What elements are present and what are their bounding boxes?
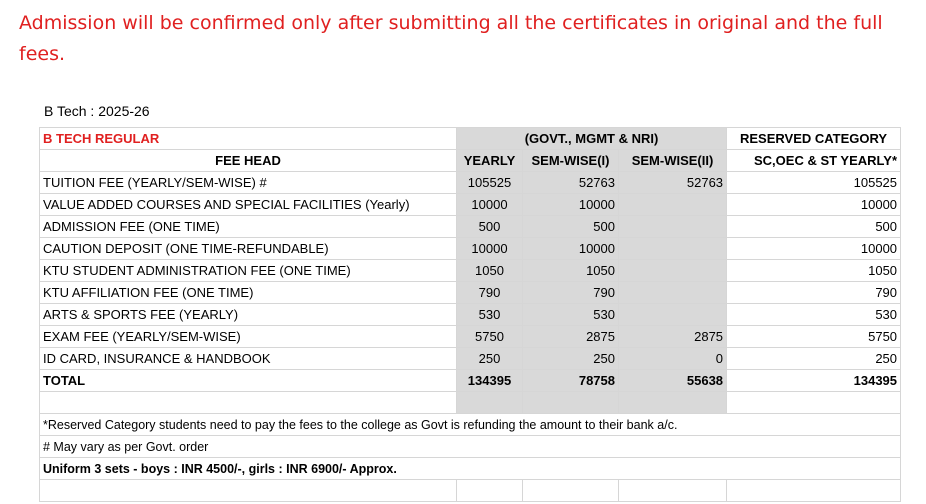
spacer-cell [457, 480, 523, 502]
sem2-cell: 0 [619, 348, 727, 370]
fee-row [40, 194, 901, 216]
fee-head-cell: ID CARD, INSURANCE & HANDBOOK [40, 348, 457, 370]
fee-head-cell: CAUTION DEPOSIT (ONE TIME-REFUNDABLE) [40, 238, 457, 260]
govt-order-note: # May vary as per Govt. order [40, 436, 901, 458]
uniform-note: Uniform 3 sets - boys : INR 4500/-, girls : INR 6900/- Approx. [40, 458, 901, 480]
yearly-cell: 790 [457, 282, 523, 304]
sem1-cell: 10000 [523, 194, 619, 216]
col-sem2-header: SEM-WISE(II) [619, 150, 727, 172]
table-header-row-1 [40, 128, 901, 150]
yearly-cell: 5750 [457, 326, 523, 348]
sem2-cell: 2875 [619, 326, 727, 348]
fee-structure-table [39, 127, 901, 502]
yearly-cell: 10000 [457, 194, 523, 216]
reserved-cell: 105525 [727, 172, 901, 194]
yearly-cell: 500 [457, 216, 523, 238]
sem2-cell [619, 238, 727, 260]
sem2-cell [619, 282, 727, 304]
fee-row [40, 348, 901, 370]
col-sem1-header: SEM-WISE(I) [523, 150, 619, 172]
section-title: B TECH REGULAR [40, 128, 457, 150]
fee-row [40, 260, 901, 282]
spacer-cell [457, 392, 523, 414]
reserved-category-header: RESERVED CATEGORY [727, 128, 901, 150]
reserved-category-note: *Reserved Category students need to pay the fees to the college as Govt is refunding the amount to their bank a/c. [40, 414, 901, 436]
total-sem1: 78758 [523, 370, 619, 392]
sem1-cell: 2875 [523, 326, 619, 348]
sem2-cell [619, 304, 727, 326]
total-reserved: 134395 [727, 370, 901, 392]
spacer-row [40, 480, 901, 502]
course-year-caption: B Tech : 2025-26 [44, 103, 150, 119]
fee-head-label: FEE HEAD [40, 150, 457, 172]
reserved-cell: 10000 [727, 194, 901, 216]
fee-head-cell: KTU STUDENT ADMINISTRATION FEE (ONE TIME) [40, 260, 457, 282]
table-header-row-2 [40, 150, 901, 172]
sem2-cell [619, 216, 727, 238]
total-row [40, 370, 901, 392]
reserved-cell: 1050 [727, 260, 901, 282]
reserved-cell: 530 [727, 304, 901, 326]
spacer-row [40, 392, 901, 414]
note-row [40, 458, 901, 480]
yearly-cell: 10000 [457, 238, 523, 260]
spacer-cell [40, 392, 457, 414]
col-yearly-header: YEARLY [457, 150, 523, 172]
col-reserved-header: SC,OEC & ST YEARLY* [727, 150, 901, 172]
fee-head-cell: EXAM FEE (YEARLY/SEM-WISE) [40, 326, 457, 348]
fee-head-cell: ARTS & SPORTS FEE (YEARLY) [40, 304, 457, 326]
reserved-cell: 500 [727, 216, 901, 238]
fee-head-cell: VALUE ADDED COURSES AND SPECIAL FACILITIES (Yearly) [40, 194, 457, 216]
note-row [40, 436, 901, 458]
total-sem2: 55638 [619, 370, 727, 392]
sem2-cell [619, 194, 727, 216]
reserved-cell: 5750 [727, 326, 901, 348]
spacer-cell [523, 392, 619, 414]
note-row [40, 414, 901, 436]
reserved-cell: 10000 [727, 238, 901, 260]
reserved-cell: 790 [727, 282, 901, 304]
sem1-cell: 530 [523, 304, 619, 326]
fee-row [40, 326, 901, 348]
fee-row [40, 172, 901, 194]
spacer-cell [727, 392, 901, 414]
spacer-cell [619, 392, 727, 414]
fee-head-cell: TUITION FEE (YEARLY/SEM-WISE) # [40, 172, 457, 194]
sem1-cell: 790 [523, 282, 619, 304]
fee-head-cell: KTU AFFILIATION FEE (ONE TIME) [40, 282, 457, 304]
sem1-cell: 500 [523, 216, 619, 238]
spacer-cell [727, 480, 901, 502]
total-label: TOTAL [40, 370, 457, 392]
sem2-cell: 52763 [619, 172, 727, 194]
fee-row [40, 216, 901, 238]
spacer-cell [619, 480, 727, 502]
sem1-cell: 1050 [523, 260, 619, 282]
yearly-cell: 1050 [457, 260, 523, 282]
total-yearly: 134395 [457, 370, 523, 392]
sem2-cell [619, 260, 727, 282]
fee-row [40, 282, 901, 304]
yearly-cell: 250 [457, 348, 523, 370]
admission-notice: Admission will be confirmed only after submitting all the certificates in original and the full fees. [19, 12, 883, 65]
sem1-cell: 250 [523, 348, 619, 370]
sem1-cell: 10000 [523, 238, 619, 260]
fee-row [40, 304, 901, 326]
spacer-cell [40, 480, 457, 502]
yearly-cell: 530 [457, 304, 523, 326]
fee-row [40, 238, 901, 260]
reserved-cell: 250 [727, 348, 901, 370]
spacer-cell [523, 480, 619, 502]
group-header: (GOVT., MGMT & NRI) [457, 128, 727, 150]
sem1-cell: 52763 [523, 172, 619, 194]
fee-head-cell: ADMISSION FEE (ONE TIME) [40, 216, 457, 238]
yearly-cell: 105525 [457, 172, 523, 194]
